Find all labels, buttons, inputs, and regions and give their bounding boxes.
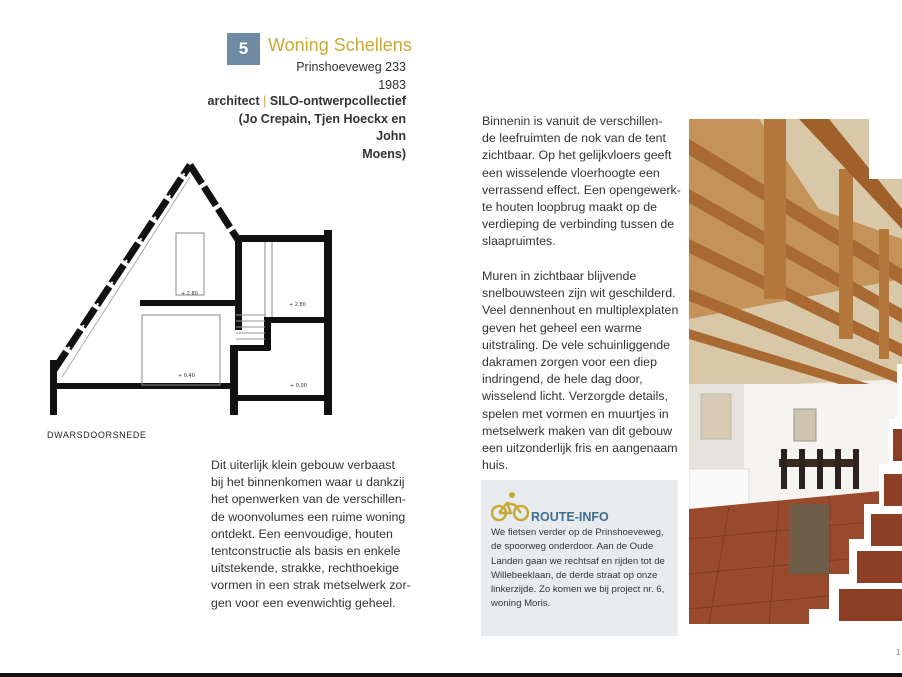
text-line: dakramen zorgen voor een diep [482,355,657,370]
text-line: verrassend effect. Een opengewerk- [482,182,681,197]
architect-block [206,93,406,163]
route-line: We fietsen verder op de Prinshoeveweg, [491,527,664,538]
text-line: de woonvolumes een ruime woning [211,509,406,524]
route-line: Landen gaan we rechtsaf en rijden tot de [491,555,665,567]
text-line: een wisselende vloerhoogte een [482,165,660,180]
text-line: Muren in zichtbaar blijvende [482,269,637,283]
roof-right [190,165,240,243]
text-line: slaapruimtes. [482,234,556,249]
level-marker: + 2.80 [289,302,306,308]
text-line: de leefruimten de nok van de tent [482,131,666,146]
text-line: spelen met vormen en muurtjes in [482,406,669,421]
text-line: wisselend licht. Verzorgde details, [482,389,668,404]
text-line: huis. [482,458,509,473]
bicycle-icon [491,491,529,523]
roof-left [54,165,190,377]
route-line: Willebeeklaan, de derde straat op onze [491,569,658,581]
project-year: 1983 [378,78,406,92]
text-line: een uitzonderlijk fris en aangenaam [482,441,678,456]
text-line: te houten loopbrug maakt op de [482,200,657,215]
text-line: tentconstructie als basis en enkele [211,544,401,559]
level-marker: + 2.80 [181,291,198,297]
text-line: uitstekende, strakke, rechthoekige [211,561,400,576]
project-number: 5 [238,39,249,58]
intro-paragraph [211,457,411,612]
text-line: geven het geheel een warme [482,320,642,335]
text-line: snelbouwsteen zijn wit geschilderd. [482,286,676,301]
page-number: 1 [896,648,901,657]
route-line: woning Moris. [491,598,551,610]
text-line: Dit uiterlijk klein gebouw verbaast [211,458,395,472]
architect-members-1: (Jo Crepain, Tjen Hoeckx en John [238,111,406,143]
route-info-text [491,526,673,612]
bottom-rule [0,673,902,677]
route-line: de spoorweg onderdoor. Aan de Oude [491,541,654,553]
materials-paragraph [482,268,682,474]
text-line: uitstraling. De vele schuinliggende [482,337,671,352]
project-address: Prinshoeveweg 233 [296,60,406,74]
architect-separator: | [263,94,267,108]
interior-photo [689,119,902,624]
interior-paragraph [482,113,682,251]
level-marker: + 0.40 [178,373,195,379]
text-line: vormen in een strak metselwerk zor- [211,578,411,593]
architect-line [206,93,406,111]
text-line: bij het binnenkomen waar u dankzij [211,475,405,490]
text-line: gen voor een evenwichtig geheel. [211,595,396,610]
text-line: zichtbaar. Op het gelijkvloers geeft [482,148,672,163]
text-line: Veel dennenhout en multiplexplaten [482,303,679,318]
architect-name: SILO-ontwerpcollectief [269,94,406,108]
route-info-title: ROUTE-INFO [531,510,609,524]
route-line: linkerzijde. Zo komen we bij project nr. 6, [491,584,665,596]
text-line: indringend, de hele dag door, [482,372,643,387]
project-title: Woning Schellens [268,35,412,55]
project-number-badge [227,33,260,65]
text-line: metselwerk maken van dit gebouw [482,423,673,438]
text-line: het openwerken van de verschillen- [211,492,406,507]
level-marker: + 0.00 [290,383,307,389]
text-line: Binnenin is vanuit de verschillen- [482,114,663,128]
architect-members-2: Moens) [362,146,406,161]
text-line: ontdekt. Een eenvoudige, houten [211,526,393,541]
text-line: verdieping de verbinding tussen de [482,217,675,232]
drawing-caption: DWARSDOORSNEDE [47,430,147,440]
architect-label: architect [207,94,260,108]
cross-section-drawing [40,155,340,425]
